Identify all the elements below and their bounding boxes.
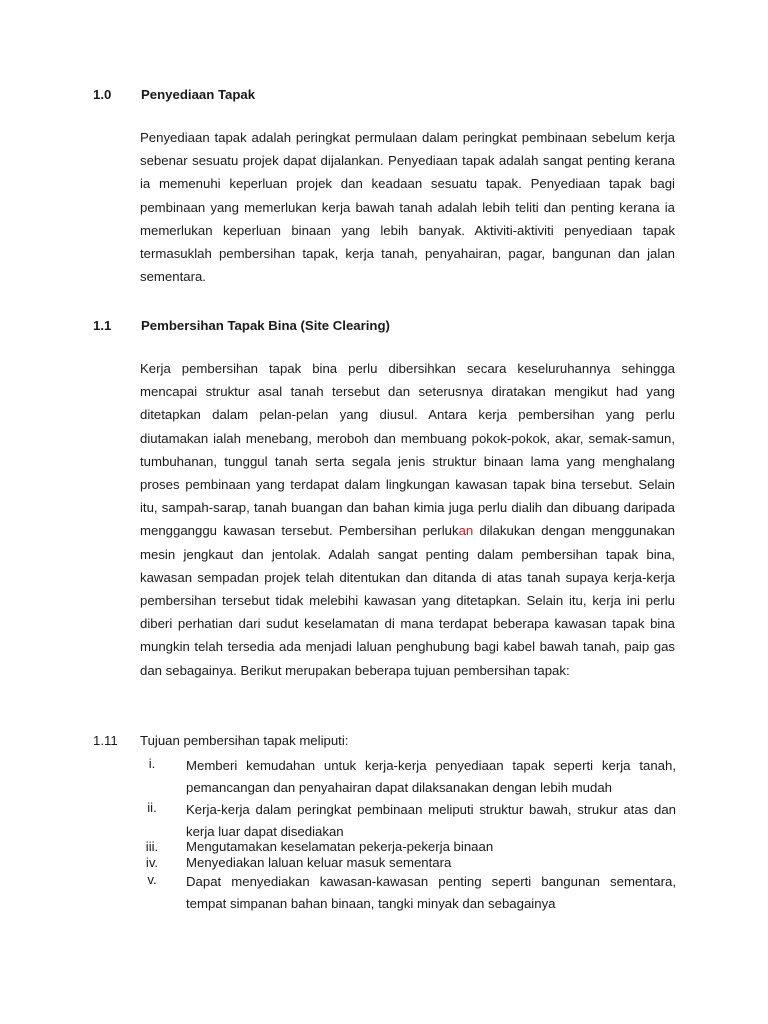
list-item-text: Memberi kemudahan untuk kerja-kerja penyediaan tapak seperti kerja tanah, pemancangan dan penyahairan dapat dilaksanakan dengan lebih mudah [186, 758, 676, 795]
paragraph-text-continued: dilakukan dengan menggunakan mesin jengkaut dan jentolak. Adalah sangat penting dalam pembersihan tapak bina, kawasan sempadan projek telah ditentukan dan ditanda di atas tanah supaya kerja-kerja pembersihan tersebut tidak melebihi kawasan yang ditetapkan. Selain itu, kerja ini perlu diberi perhatian dari sudut keselamatan di mana terdapat beberapa kawasan tapak bina mungkin telah tersedia ada menjadi laluan penghubung bagi kabel bawah tanah, paip gas dan sebagainya. Berikut merupakan beberapa tujuan pembersihan tapak: [140, 523, 675, 678]
section-number: 1.0 [93, 87, 112, 102]
list-item-text: Menyediakan laluan keluar masuk sementara [186, 855, 452, 870]
list-item-text: Dapat menyediakan kawasan-kawasan penting seperti bangunan sementara, tempat simpanan bahan binaan, tangki minyak dan sebagainya [186, 874, 676, 911]
list-marker: iv. [145, 855, 159, 870]
subsection-title: Tujuan pembersihan tapak meliputi: [140, 733, 349, 748]
section-number: 1.1 [93, 318, 112, 333]
list-item-text: Mengutamakan keselamatan pekerja-pekerja binaan [186, 839, 494, 854]
list-item-text: Kerja-kerja dalam peringkat pembinaan meliputi struktur bawah, strukur atas dan kerja luar dapat disediakan [186, 802, 676, 839]
list-marker: ii. [147, 800, 157, 815]
section-heading-1-1 [93, 318, 493, 336]
paragraph-text: Kerja pembersihan tapak bina perlu dibersihkan secara keseluruhannya sehingga mencapai struktur asal tanah tersebut dan seterusnya diratakan mengikut had yang ditetapkan dalam pelan-pelan yang diusul. Antara kerja pembersihan yang perlu diutamakan ialah menebang, meroboh dan membuang pokok-pokok, akar, semak-samun, tumbuhanan, tunggul tanah serta segala jenis struktur binaan lama yang menghalang proses pembinaan yang terdapat dalam lingkungan kawasan tapak bina tersebut. Selain itu, sampah-sarap, tanah buangan dan bahan kimia juga perlu dialih dan dibuang daripada mengganggu kawasan tersebut. Pembersihan perluk [140, 361, 675, 539]
list-item [140, 871, 676, 915]
list-marker: i. [148, 756, 156, 771]
list-item [140, 839, 676, 855]
list-marker: v. [147, 872, 157, 887]
list-item [140, 855, 676, 871]
section-title: Pembersihan Tapak Bina (Site Clearing) [141, 318, 390, 333]
purpose-list [140, 755, 676, 915]
section-title: Penyediaan Tapak [141, 87, 256, 102]
section-paragraph-1-1 [140, 357, 675, 682]
list-marker: iii. [145, 839, 159, 854]
list-item [140, 755, 676, 799]
subsection-heading-1-11 [93, 733, 493, 751]
section-paragraph-1-0: Penyediaan tapak adalah peringkat permulaan dalam peringkat pembinaan sebelum kerja sebenar sesuatu projek dapat dijalankan. Penyediaan tapak adalah sangat penting kerana ia memenuhi keperluan projek dan keadaan sesuatu tapak. Penyediaan tapak bagi pembinaan yang memerlukan kerja bawah tanah adalah lebih teliti dan penting kerana ia memerlukan keperluan binaan yang lebih banyak. Aktiviti-aktiviti penyediaan tapak termasuklah pembersihan tapak, kerja tanah, penyahairan, pagar, bangunan dan jalan sementara. [140, 130, 675, 285]
list-item [140, 799, 676, 839]
section-heading-1-0 [93, 87, 493, 105]
highlighted-text: an [458, 523, 474, 539]
subsection-number: 1.11 [93, 733, 118, 748]
